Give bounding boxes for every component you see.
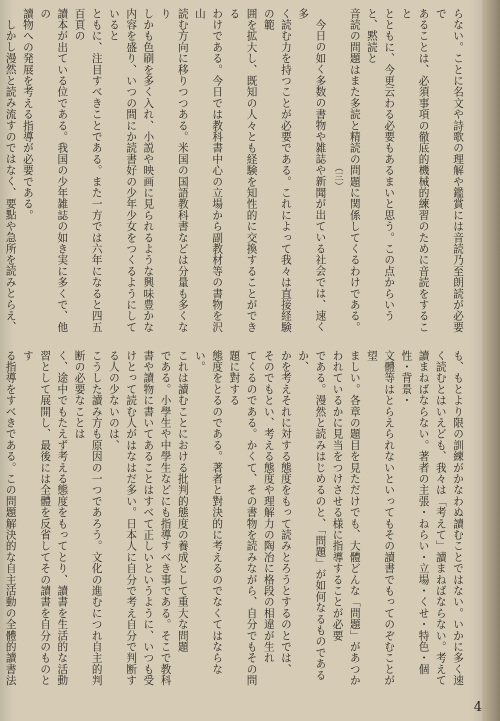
paragraph: 読む方向に移りつつある。米国の国語教科書などは分量も多くなり bbox=[159, 8, 189, 333]
paragraph: ましい。各章の題目を見ただけでも、大體どんな「問題」があつか bbox=[348, 350, 361, 686]
paragraph: 習として展開し、最後には全體を反省してその讀書を自分のものとす bbox=[21, 350, 52, 686]
paragraph: 囲を拡大し、既知の人々とも経験を知性的に交換することができる bbox=[228, 8, 258, 333]
paragraph: そのでもとい、考える態度や理解力の陶冶に格段の相違が生れ bbox=[262, 350, 275, 664]
paragraph: しかし漫然と読み流すのではなく、要點や急所を読みとらえ、 bbox=[4, 18, 17, 333]
paragraph: 今日の如く多数の書物や雑誌や新聞が出ている社会では、速く多 bbox=[297, 8, 327, 333]
lower-text-block bbox=[4, 350, 466, 688]
paragraph: である。漫然と読みはじめるのと、「問題」が如何なるものであるか、 bbox=[297, 350, 327, 681]
paragraph: これは讀むことにおける批判的態度の養成として重大な問題 bbox=[176, 350, 189, 653]
paragraph: 書や讀物に書いてあることはすべて正しいというように、いつも受 bbox=[142, 350, 155, 686]
paragraph: く読む力を持つことが必要である。これによって我々は直接経験の範 bbox=[262, 8, 292, 333]
paragraph: 音読の問題はまた多読と精読の問題に関係してくるわけである。 bbox=[348, 8, 361, 333]
paragraph: である。小學生や中學生などにも指導すべき事である。そこで教科 bbox=[159, 350, 172, 686]
paragraph: しかも色刷を多く入れ、小説や映画に見られるような興味豊かな bbox=[142, 8, 155, 333]
page-gutter-shadow bbox=[482, 0, 500, 721]
page-number: 4 bbox=[473, 700, 482, 715]
paragraph: る指導をすべきである。この問題解決的な自主活動の全體的讀書法 bbox=[4, 350, 17, 686]
paragraph: 内容を盛り、いつの間にか読書好の少年少女をつくるようにしていると bbox=[107, 8, 138, 333]
paragraph: らない。ことに名文や詩歌の理解や鑑賞には音読乃至朗読が必要で bbox=[434, 8, 464, 333]
paragraph: こうした讀み方も原因の一つであろう。文化の進むにつれ自主的判断の必要なことは bbox=[73, 350, 103, 686]
paragraph bbox=[0, 350, 2, 688]
upper-text-block bbox=[4, 8, 466, 336]
paragraph: けとって読む人がはなはだ多い。日本人に自分で考え自分で判断する人の少ないのは、 bbox=[107, 350, 138, 686]
paragraph: てくるのである。かくて、その書物を読みながら、自分でもその問題に對する bbox=[228, 350, 258, 686]
paragraph: 讀まねばならない。著者の主張・ねらい・立場・くせ・特色・個性・背景・ bbox=[400, 350, 430, 675]
paragraph: 讀物への発展を考える指導が必要である。 bbox=[21, 8, 34, 221]
paragraph: 態度をとるのである。著者と對決的に考えるのでなくてはならない。 bbox=[193, 350, 224, 675]
paragraph: 讀本が出ている位である。我国の少年雑誌の如き実に多くで、他の bbox=[39, 8, 69, 333]
paragraph: も、もとより限の訓練がかなわぬ讀むことではない。いかに多く速 bbox=[452, 350, 464, 686]
paragraph: あることは、必須事項の徹底的機械的練習のために音読をすること bbox=[400, 8, 430, 333]
paragraph: わけである。今日では教科書中心の立場から副教材等の書物を沢山 bbox=[193, 8, 224, 333]
paragraph: かを考えそれに対する態度をもって読みとろうとするのとでは、 bbox=[279, 350, 292, 675]
paragraph: とともに、今更云わる必要もあるまいと思う。この点からいうと、黙読と bbox=[365, 8, 396, 322]
paragraph: く読むとはいえども、我々は「考えて」讀まねばならない。考えて bbox=[434, 350, 447, 686]
paragraph: われているかに見当をつけさせる様に指導することが必要 bbox=[331, 350, 344, 642]
paragraph: 文體等はとらえられないといってもその讀書でもってのぞむことが望 bbox=[365, 350, 396, 686]
paragraph: く、途中でもたえず考える態度をもってとり、讀書を生活的な活動 bbox=[56, 350, 69, 686]
paragraph bbox=[0, 8, 2, 336]
paragraph: ともに、注目すべきことである。また一方では六年になると四五百頁の bbox=[73, 8, 103, 333]
section-marker: （三） bbox=[332, 162, 343, 191]
